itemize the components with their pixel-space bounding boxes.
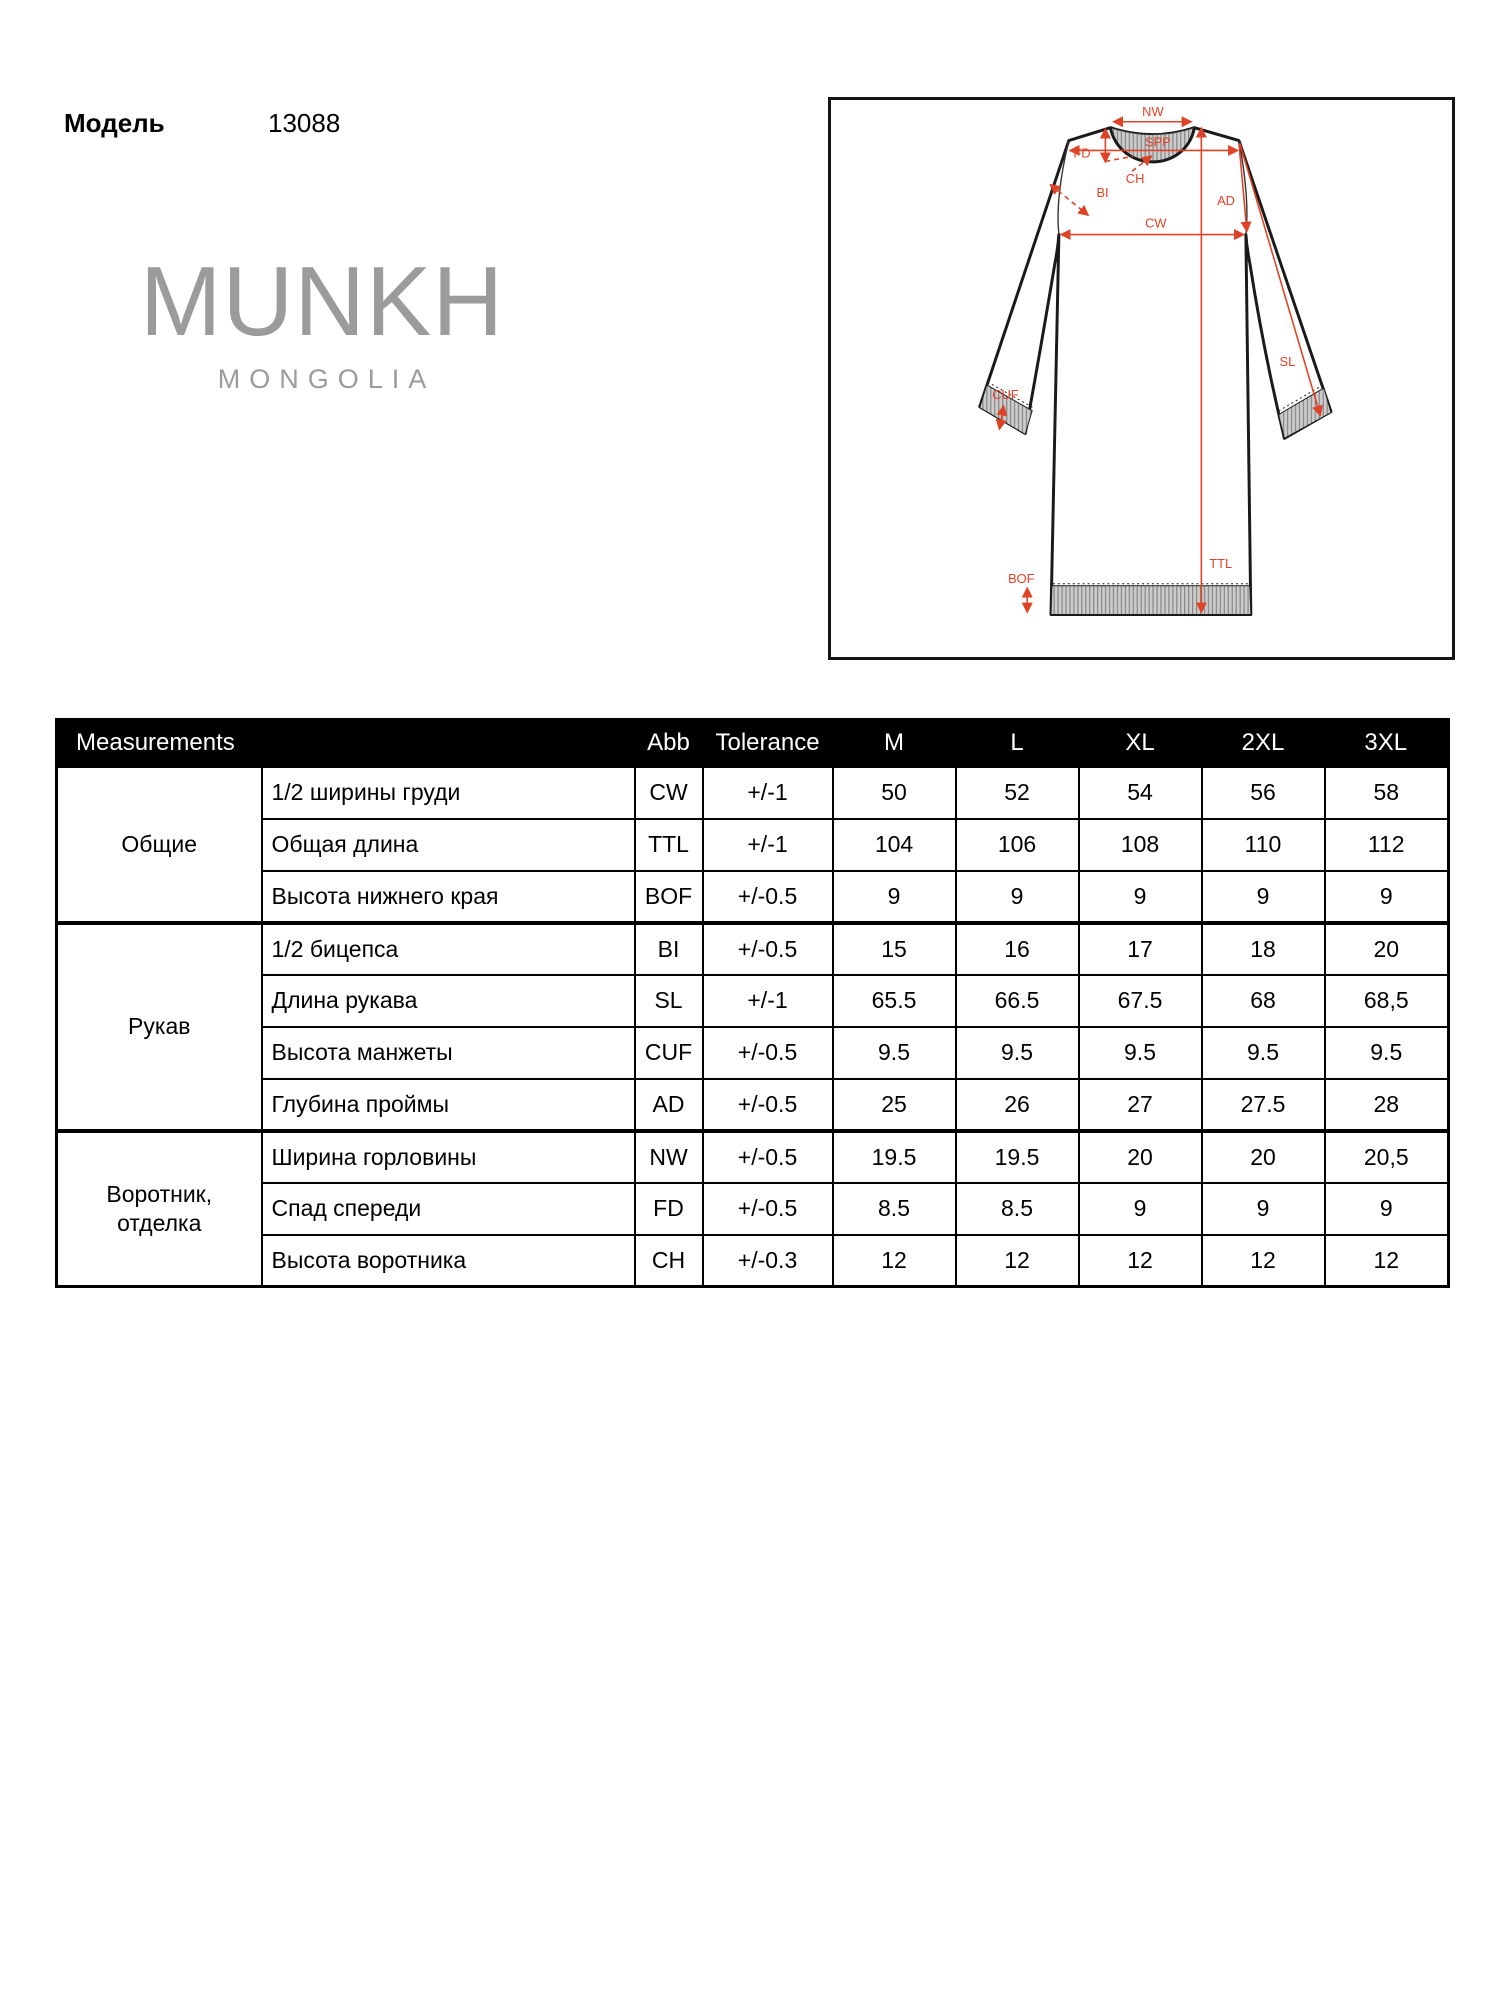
model-number: 13088 — [268, 108, 341, 138]
measurement-name: 1/2 ширины груди — [262, 767, 635, 819]
abb-cell: BOF — [635, 871, 703, 923]
value-cell: 9 — [1202, 1183, 1325, 1235]
measurements-table — [55, 718, 1450, 1288]
abb-cell: NW — [635, 1131, 703, 1183]
abb-cell: BI — [635, 923, 703, 975]
abb-cell: TTL — [635, 819, 703, 871]
value-cell: 18 — [1202, 923, 1325, 975]
table-header-row — [57, 720, 1449, 767]
table-row — [57, 975, 1449, 1027]
header-size-2xl: 2XL — [1202, 720, 1325, 767]
value-cell: 112 — [1325, 819, 1449, 871]
value-cell: 28 — [1325, 1079, 1449, 1131]
table-row — [57, 767, 1449, 819]
value-cell: 9 — [833, 871, 956, 923]
brand-logo — [122, 246, 522, 395]
value-cell: 26 — [956, 1079, 1079, 1131]
tolerance-cell: +/-1 — [703, 819, 833, 871]
value-cell: 20 — [1325, 923, 1449, 975]
value-cell: 27 — [1079, 1079, 1202, 1131]
tolerance-cell: +/-1 — [703, 975, 833, 1027]
fd-label: FD — [1073, 145, 1091, 161]
measurement-name: Ширина горловины — [262, 1131, 635, 1183]
value-cell: 9.5 — [956, 1027, 1079, 1079]
header-size-xl: XL — [1079, 720, 1202, 767]
value-cell: 9 — [1079, 1183, 1202, 1235]
value-cell: 52 — [956, 767, 1079, 819]
garment-diagram-box — [828, 97, 1455, 660]
value-cell: 9 — [1079, 871, 1202, 923]
value-cell: 12 — [1325, 1235, 1449, 1287]
measurement-name: Высота манжеты — [262, 1027, 635, 1079]
value-cell: 25 — [833, 1079, 956, 1131]
measurement-name: Длина рукава — [262, 975, 635, 1027]
table-row — [57, 1235, 1449, 1287]
header-measurements: Measurements — [57, 720, 635, 767]
cuf-label: CUF — [992, 386, 1019, 402]
value-cell: 12 — [833, 1235, 956, 1287]
value-cell: 9.5 — [1325, 1027, 1449, 1079]
value-cell: 9 — [1325, 871, 1449, 923]
tolerance-cell: +/-0.5 — [703, 923, 833, 975]
nw-label: NW — [1142, 103, 1164, 119]
brand-subtitle: MONGOLIA — [217, 364, 436, 394]
value-cell: 12 — [1079, 1235, 1202, 1287]
group-label: Общие — [57, 767, 262, 923]
value-cell: 9 — [1325, 1183, 1449, 1235]
spp-label: SPP — [1144, 134, 1171, 150]
value-cell: 108 — [1079, 819, 1202, 871]
ch-label: CH — [1125, 171, 1145, 187]
value-cell: 66.5 — [956, 975, 1079, 1027]
sl-label: SL — [1279, 354, 1296, 370]
value-cell: 8.5 — [956, 1183, 1079, 1235]
tolerance-cell: +/-1 — [703, 767, 833, 819]
bof-label: BOF — [1008, 570, 1035, 586]
header-size-m: M — [833, 720, 956, 767]
group-label: Воротник, отделка — [57, 1131, 262, 1287]
value-cell: 110 — [1202, 819, 1325, 871]
garment-outline-icon — [980, 128, 1331, 615]
abb-cell: FD — [635, 1183, 703, 1235]
value-cell: 20 — [1202, 1131, 1325, 1183]
value-cell: 68,5 — [1325, 975, 1449, 1027]
ad-label: AD — [1217, 192, 1235, 208]
table-row — [57, 871, 1449, 923]
value-cell: 67.5 — [1079, 975, 1202, 1027]
value-cell: 19.5 — [833, 1131, 956, 1183]
value-cell: 54 — [1079, 767, 1202, 819]
value-cell: 56 — [1202, 767, 1325, 819]
table-row — [57, 1183, 1449, 1235]
value-cell: 9.5 — [1079, 1027, 1202, 1079]
abb-cell: CH — [635, 1235, 703, 1287]
value-cell: 50 — [833, 767, 956, 819]
header-tolerance: Tolerance — [703, 720, 833, 767]
garment-technical-drawing — [831, 100, 1452, 657]
value-cell: 68 — [1202, 975, 1325, 1027]
header-abb: Abb — [635, 720, 703, 767]
value-cell: 12 — [1202, 1235, 1325, 1287]
measurement-name: Общая длина — [262, 819, 635, 871]
value-cell: 20,5 — [1325, 1131, 1449, 1183]
value-cell: 17 — [1079, 923, 1202, 975]
tolerance-cell: +/-0.5 — [703, 871, 833, 923]
measurement-name: 1/2 бицепса — [262, 923, 635, 975]
table-row — [57, 819, 1449, 871]
value-cell: 19.5 — [956, 1131, 1079, 1183]
bi-label: BI — [1096, 184, 1109, 200]
value-cell: 9 — [1202, 871, 1325, 923]
tolerance-cell: +/-0.5 — [703, 1183, 833, 1235]
abb-cell: SL — [635, 975, 703, 1027]
tolerance-cell: +/-0.5 — [703, 1079, 833, 1131]
value-cell: 104 — [833, 819, 956, 871]
table-row — [57, 1079, 1449, 1131]
tolerance-cell: +/-0.5 — [703, 1027, 833, 1079]
value-cell: 20 — [1079, 1131, 1202, 1183]
value-cell: 9.5 — [1202, 1027, 1325, 1079]
value-cell: 8.5 — [833, 1183, 956, 1235]
header-size-l: L — [956, 720, 1079, 767]
cw-label: CW — [1145, 215, 1167, 231]
abb-cell: AD — [635, 1079, 703, 1131]
tolerance-cell: +/-0.3 — [703, 1235, 833, 1287]
value-cell: 58 — [1325, 767, 1449, 819]
value-cell: 9 — [956, 871, 1079, 923]
brand-name: MUNKH — [139, 246, 505, 356]
value-cell: 9.5 — [833, 1027, 956, 1079]
value-cell: 12 — [956, 1235, 1079, 1287]
value-cell: 27.5 — [1202, 1079, 1325, 1131]
table-row — [57, 1027, 1449, 1079]
value-cell: 106 — [956, 819, 1079, 871]
abb-cell: CW — [635, 767, 703, 819]
value-cell: 15 — [833, 923, 956, 975]
measurement-name: Высота воротника — [262, 1235, 635, 1287]
header-size-3xl: 3XL — [1325, 720, 1449, 767]
measurement-name: Глубина проймы — [262, 1079, 635, 1131]
value-cell: 16 — [956, 923, 1079, 975]
measurement-name: Спад спереди — [262, 1183, 635, 1235]
value-cell: 65.5 — [833, 975, 956, 1027]
abb-cell: CUF — [635, 1027, 703, 1079]
group-label: Рукав — [57, 923, 262, 1131]
ttl-label: TTL — [1209, 555, 1233, 571]
table-row — [57, 923, 1449, 975]
table-row — [57, 1131, 1449, 1183]
tolerance-cell: +/-0.5 — [703, 1131, 833, 1183]
measurement-name: Высота нижнего края — [262, 871, 635, 923]
model-label: Модель — [64, 108, 165, 138]
